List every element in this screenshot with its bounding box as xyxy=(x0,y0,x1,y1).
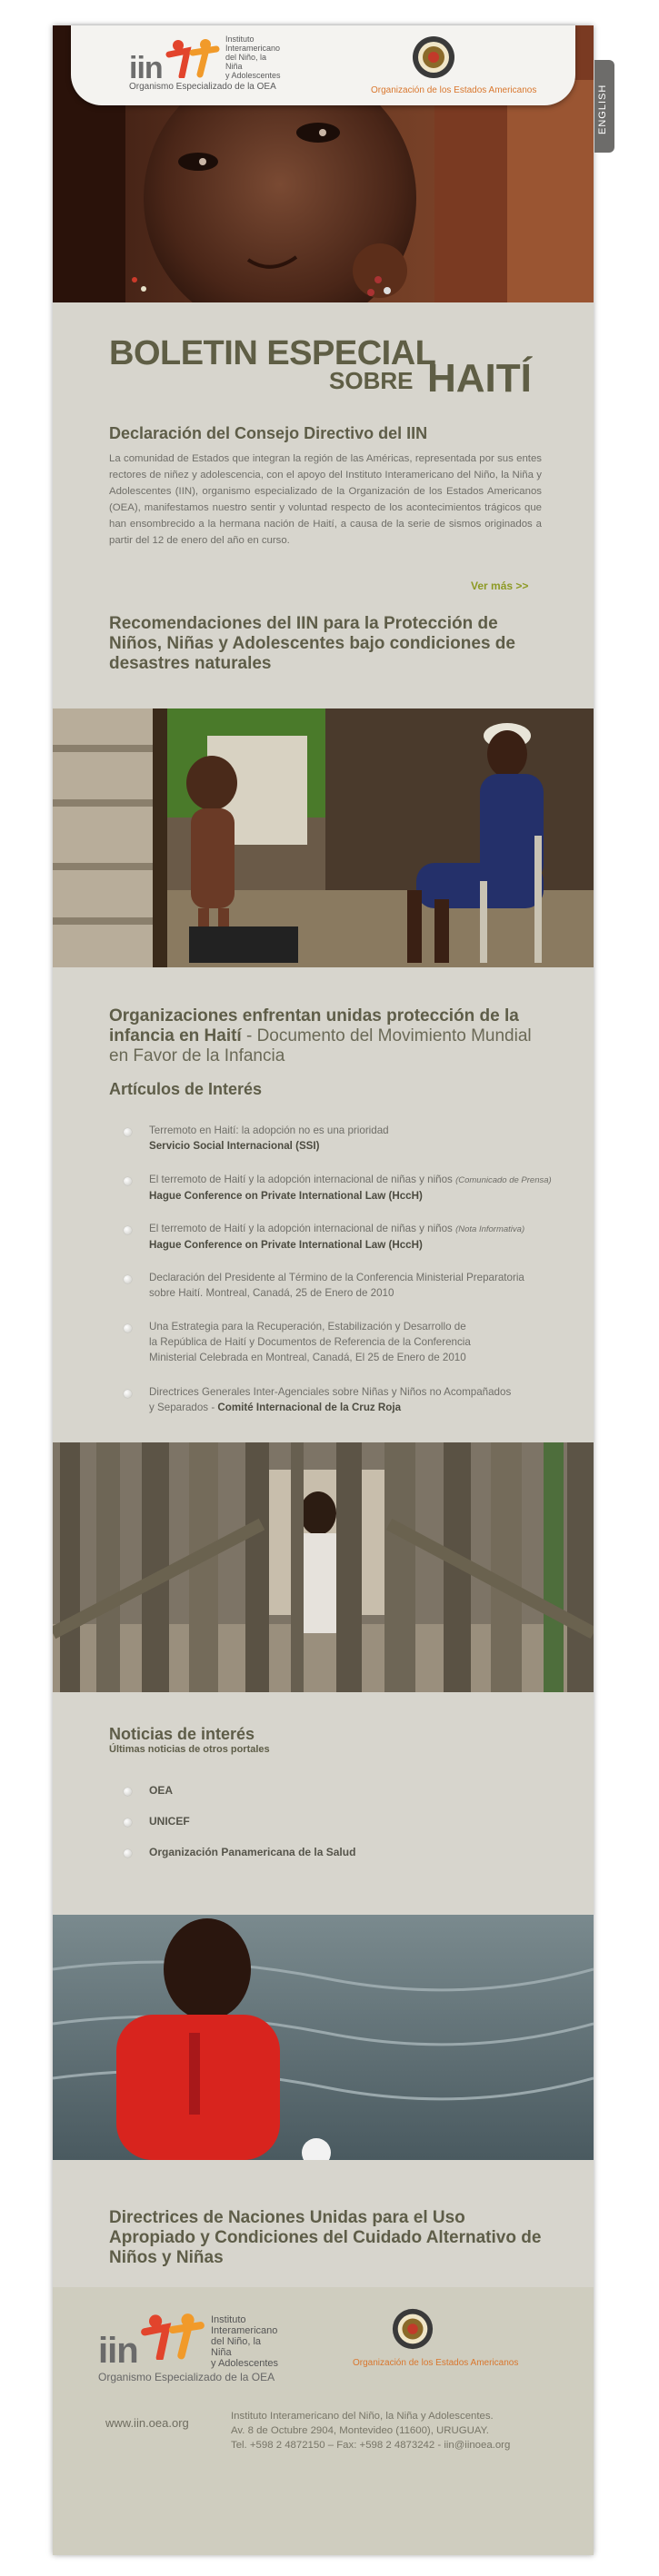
iin-name: Instituto Interamericano del Niño, la Niña y Adolescentes xyxy=(225,35,281,80)
oea-seal-icon xyxy=(391,2307,434,2351)
oea-name: Organización de los Estados Americanos xyxy=(353,2358,519,2368)
news-panel xyxy=(53,1697,594,1910)
iin-figures-icon xyxy=(165,38,220,78)
header-logos xyxy=(71,25,575,105)
news-link-ops[interactable]: Organización Panamericana de la Salud xyxy=(149,1846,356,1858)
recommendations-heading[interactable]: Recomendaciones del IIN para la Protección de Niños, Niñas y Adolescentes bajo condiciones de desastres naturales xyxy=(109,614,515,673)
footer-address: Instituto Interamericano del Niño, la Niña y Adolescentes. Av. 8 de Octubre 2904, Montevideo (11600), URUGUAY. Tel. +598 2 4872150 – Fax: +598 2 4873242 - iin@iinoea.org xyxy=(231,2411,511,2451)
news-link-oea[interactable]: OEA xyxy=(149,1784,174,1797)
news-heading: Noticias de interés xyxy=(109,1725,255,1743)
bullet-icon xyxy=(124,1390,132,1398)
footer-oea-logo[interactable] xyxy=(353,2307,544,2380)
photo-child-woman xyxy=(53,708,594,967)
bullet-icon xyxy=(124,1128,132,1136)
declaration-body: La comunidad de Estados que integran la región de las Américas, representada por sus entes rectores de niñez y adolescencia, con el apoyo del Instituto Interamericano del Niño, la Niña y Adolescentes (IIN), organismo especializado de la Organización de los Estados Americanos (OEA), manifestamos nuestro sentir y voluntad respecto de los acontecimientos trágicos que han ensombrecido a la hermana nación de Haití, a causa de la serie de sismos originados a partir del 12 de enero del año en curso. xyxy=(109,453,542,546)
iin-figures-icon xyxy=(140,2313,205,2360)
article-link-3[interactable]: El terremoto de Haití y la adopción internacional de niñas y niños (Nota Informativa) Hague Conference on Private International Law (HccH) xyxy=(149,1223,525,1251)
ver-mas-link[interactable]: Ver más >> xyxy=(471,580,529,592)
article-link-2[interactable]: El terremoto de Haití y la adopción internacional de niñas y niños (Comunicado de Prensa) Hague Conference on Private International Law (HccH) xyxy=(149,1174,552,1202)
bulletin-title-sobre: SOBRE xyxy=(329,367,414,394)
article-link-5[interactable]: Una Estrategia para la Recuperación, Estabilización y Desarrollo de la República de Haití y Documentos de Referencia de la Conferencia Ministerial Celebrada en Montreal, Canadá, El 25 de Enero de 2010 xyxy=(149,1321,471,1363)
bullet-icon xyxy=(124,1849,132,1858)
iin-wordmark: iin xyxy=(129,51,163,85)
articles-heading: Artículos de Interés xyxy=(109,1080,263,1098)
intro-panel xyxy=(53,305,594,705)
bullet-icon xyxy=(124,1818,132,1827)
footer-iin-logo[interactable] xyxy=(98,2305,280,2396)
english-language-tab[interactable]: ENGLISH xyxy=(594,60,614,153)
footer xyxy=(53,2287,594,2555)
article-link-6[interactable]: Directrices Generales Inter-Agenciales sobre Niñas y Niños no Acompañados y Separados - Comité Internacional de la Cruz Roja xyxy=(149,1386,512,1413)
iin-subtitle: Organismo Especializado de la OEA xyxy=(98,2371,275,2383)
article-link-1[interactable]: Terremoto en Haití: la adopción no es una prioridad Servicio Social Internacional (SSI) xyxy=(149,1125,389,1152)
declaration-heading[interactable]: Declaración del Consejo Directivo del IIN xyxy=(109,424,428,442)
bulletin-title-haiti: HAITÍ xyxy=(427,356,532,401)
oea-name: Organización de los Estados Americanos xyxy=(371,85,537,95)
guidelines-panel xyxy=(53,2165,594,2287)
guidelines-heading[interactable]: Directrices de Naciones Unidas para el Uso Apropiado y Condiciones del Cuidado Alternativo de Niños y Niñas xyxy=(109,2208,542,2267)
bullet-icon xyxy=(124,1226,132,1234)
bullet-icon xyxy=(124,1177,132,1185)
oea-seal-icon xyxy=(411,35,456,80)
organizations-heading[interactable]: Organizaciones enfrentan unidas protección de la infancia en Haití - Documento del Movimiento Mundial en Favor de la Infancia xyxy=(109,1006,532,1065)
bullet-icon xyxy=(124,1275,132,1283)
oea-logo[interactable] xyxy=(371,35,553,98)
news-subheading: Últimas noticias de otros portales xyxy=(109,1744,270,1755)
photo-child-water xyxy=(53,1915,594,2160)
footer-website-link[interactable]: www.iin.oea.org xyxy=(105,2416,189,2430)
news-link-unicef[interactable]: UNICEF xyxy=(149,1815,190,1828)
iin-subtitle: Organismo Especializado de la OEA xyxy=(129,82,276,92)
iin-name: Instituto Interamericano del Niño, la Niña y Adolescentes xyxy=(211,2314,278,2369)
iin-logo[interactable] xyxy=(129,35,284,98)
bullet-icon xyxy=(124,1324,132,1333)
articles-panel xyxy=(53,970,594,1438)
article-link-4[interactable]: Declaración del Presidente al Término de la Conferencia Ministerial Preparatoria sobre Haití. Montreal, Canadá, 25 de Enero de 2010 xyxy=(149,1272,524,1299)
bullet-icon xyxy=(124,1788,132,1796)
photo-child-fence xyxy=(53,1442,594,1692)
iin-wordmark: iin xyxy=(98,2331,138,2371)
newsletter xyxy=(53,25,608,2555)
bulletin-title: BOLETIN ESPECIAL xyxy=(109,334,436,372)
